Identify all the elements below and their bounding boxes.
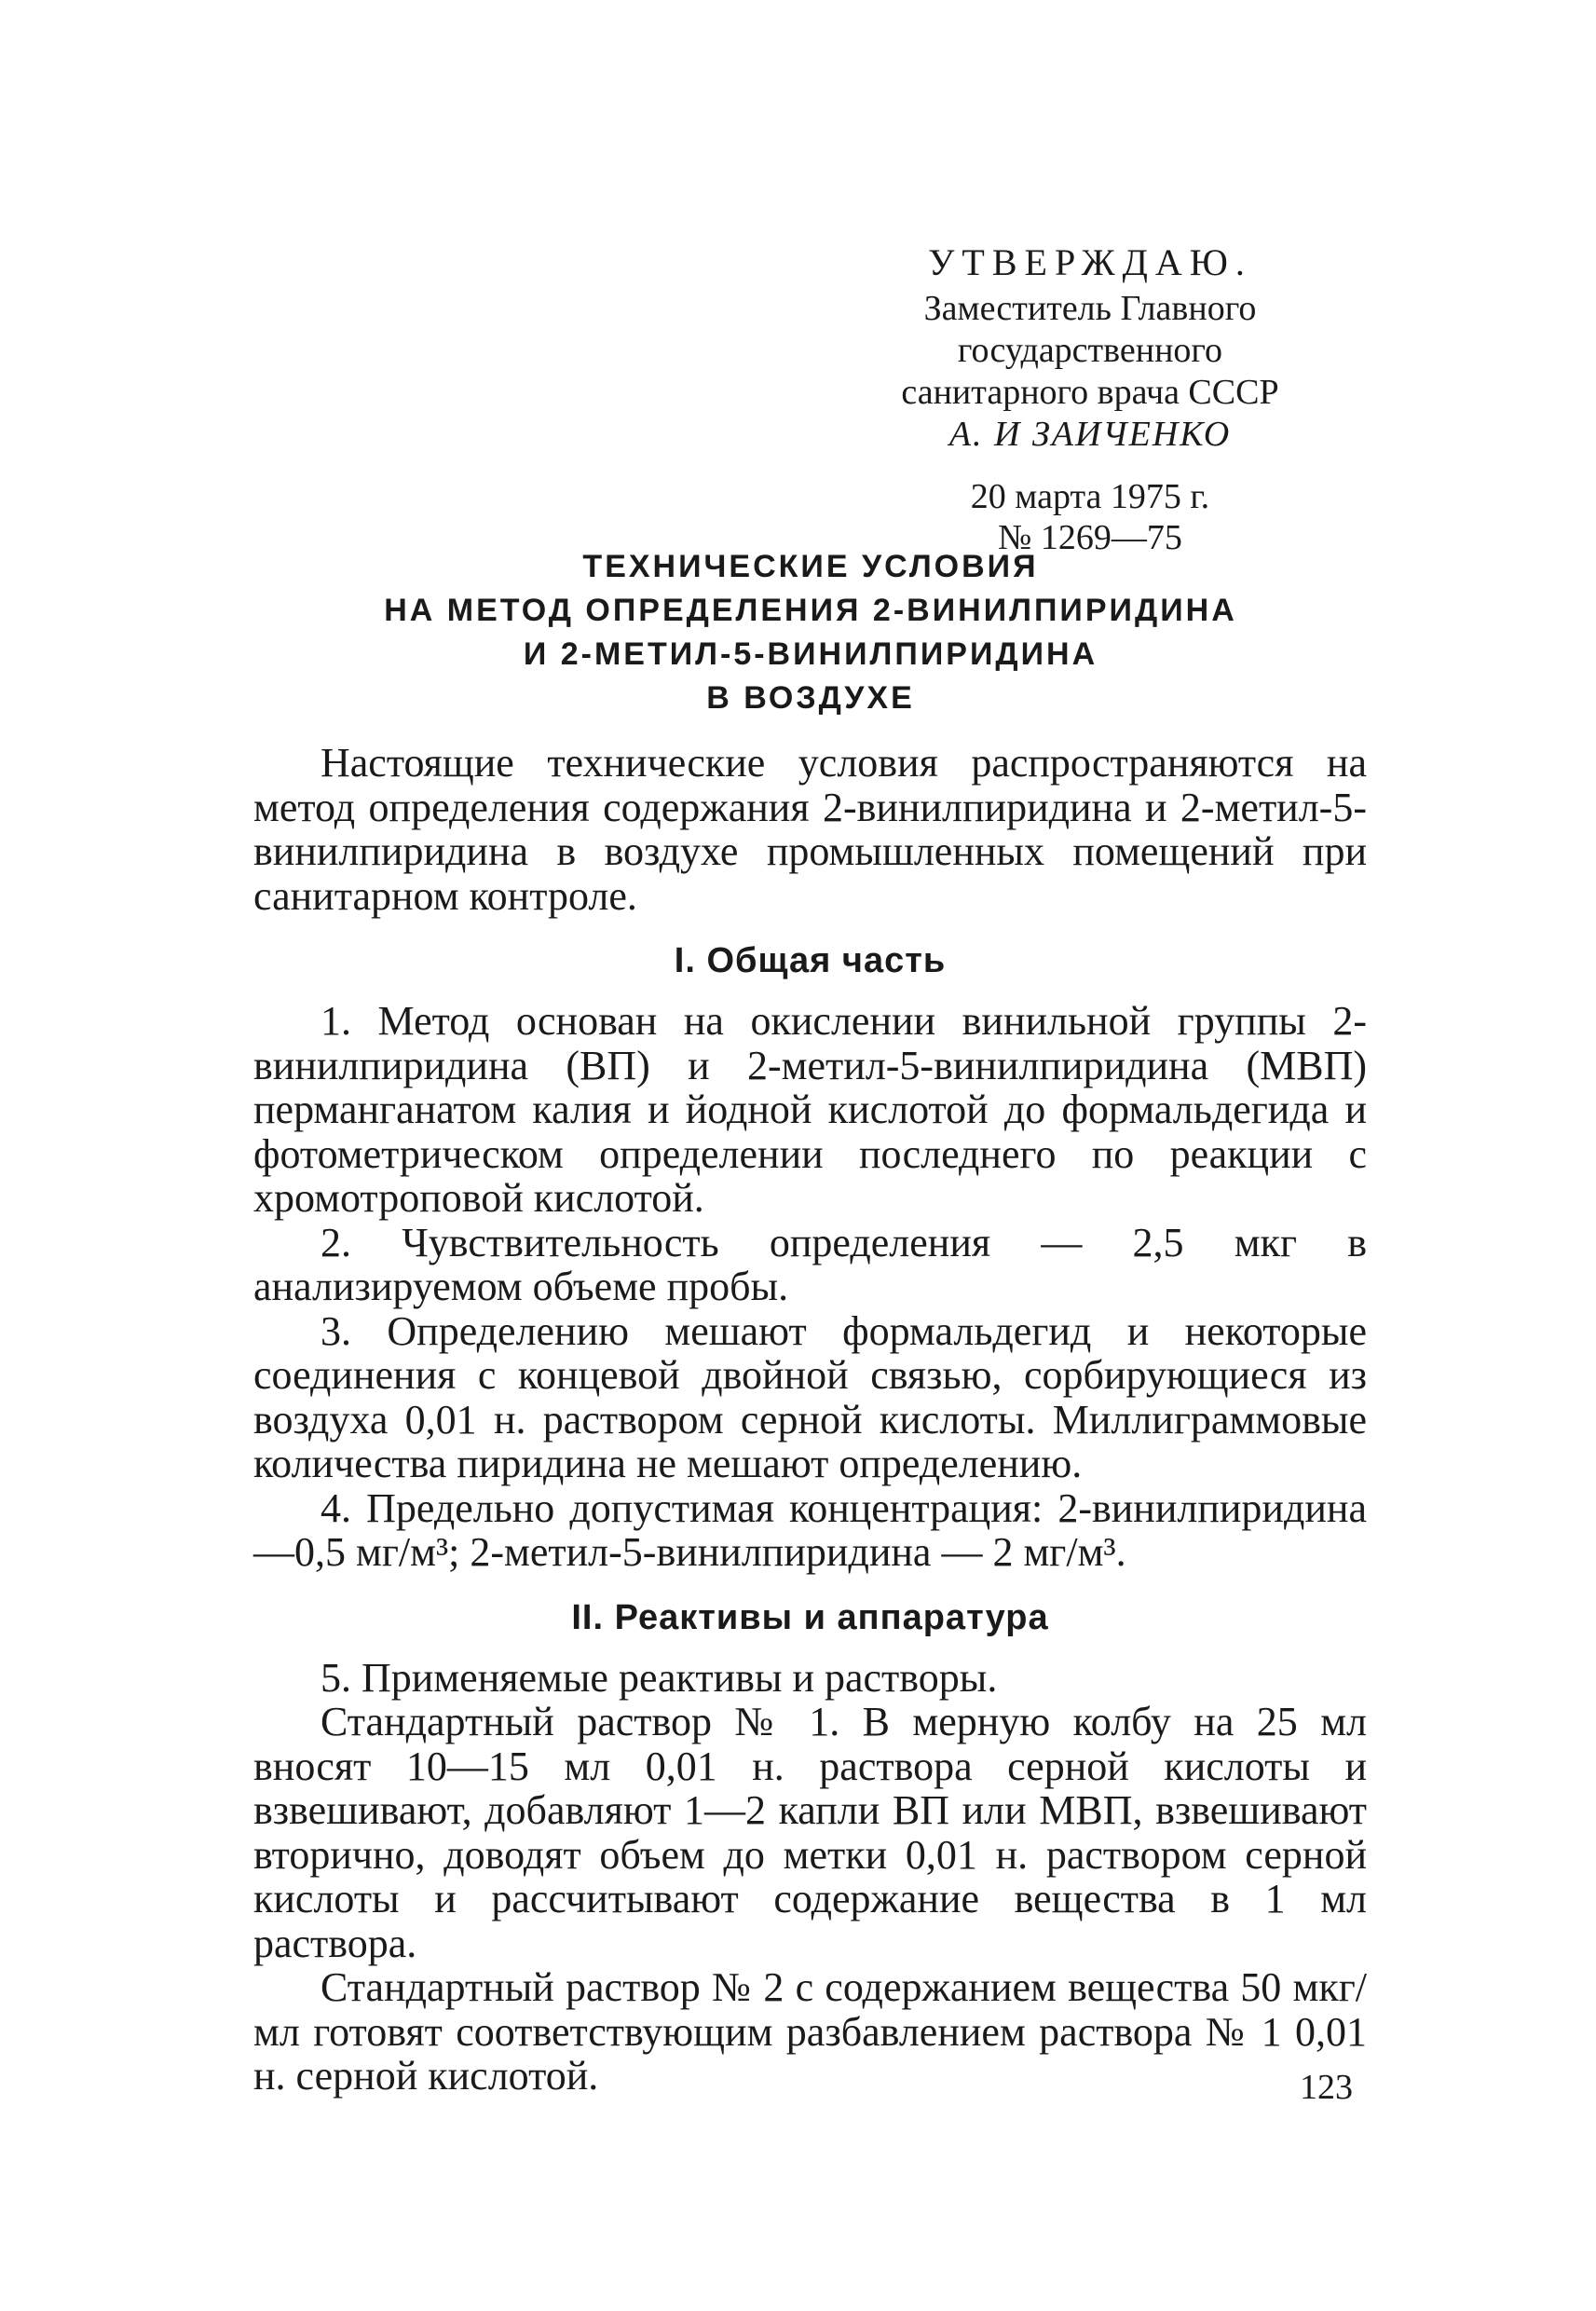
approval-date: 20 марта 1975 г. (970, 476, 1210, 516)
title-line: И 2-МЕТИЛ-5-ВИНИЛПИРИДИНА (523, 636, 1098, 672)
paragraph-item-2: 2. Чувствительность определения — 2,5 мкг в анализируемом объеме пробы. (253, 1219, 1367, 1310)
section-heading-general: I. Общая часть (674, 941, 947, 981)
approval-position-line: Заместитель Главного (923, 289, 1257, 329)
approval-position-line: государственного (957, 331, 1223, 371)
approval-block (894, 240, 1286, 559)
paragraph-item-3: 3. Определению мешают формальдегид и некоторые соединения с концевой двойной связью, сорбирующиеся из воздуха 0,01 н. раствором серной кислоты. Миллиграммовые количества пиридина не мешают определению. (253, 1307, 1367, 1487)
page-number: 123 (1300, 2068, 1353, 2107)
title-line: НА МЕТОД ОПРЕДЕЛЕНИЯ 2-ВИНИЛПИРИДИНА (384, 592, 1237, 628)
document-body (253, 741, 1367, 2099)
intro-paragraph: Настоящие технические условия распространяются на метод определения содержания 2-винилпиридина и 2-метил-5-винилпиридина в воздухе промышленных помещений при санитарном контроле. (253, 740, 1367, 919)
approval-heading: УТВЕРЖДАЮ. (928, 241, 1252, 283)
paragraph-item-1: 1. Метод основан на окислении винильной группы 2-винилпиридина (ВП) и 2-метил-5-винилпиридина (МВП) перманганатом калия и йодной кислотой до формальдегида и фотометрическом определении последнего по реакции с хромотроповой кислотой. (253, 998, 1367, 1222)
paragraph-standard-solution-1: Стандартный раствор № 1. В мерную колбу на 25 мл вносят 10—15 мл 0,01 н. раствора серной кислоты и взвешивают, добавляют 1—2 капли ВП или МВП, взвешивают вторично, доводят объем до метки 0,01 н. раствором серной кислоты и рассчитывают содержание вещества в 1 мл раствора. (253, 1699, 1367, 1966)
document-title (261, 545, 1360, 720)
approval-position-line: санитарного врача СССР (901, 372, 1279, 412)
paragraph-item-5: 5. Применяемые реактивы и растворы. (321, 1654, 998, 1701)
paragraph-standard-solution-2: Стандартный раствор № 2 с содержанием вещества 50 мкг/мл готовят соответствующим разбавлением раствора № 1 0,01 н. серной кислотой. (253, 1964, 1367, 2099)
approval-signatory-name: А. И ЗАИЧЕНКО (948, 414, 1232, 454)
title-line: ТЕХНИЧЕСКИЕ УСЛОВИЯ (582, 549, 1039, 584)
section-heading-reagents: II. Реактивы и аппаратура (571, 1597, 1049, 1637)
title-line: В ВОЗДУХЕ (706, 679, 915, 716)
paragraph-item-4: 4. Предельно допустимая концентрация: 2-винилпиридина—0,5 мг/м³; 2-метил-5-винилпиридина — 2 мг/м³. (253, 1484, 1367, 1576)
approval-number: № 1269—75 (998, 518, 1182, 558)
